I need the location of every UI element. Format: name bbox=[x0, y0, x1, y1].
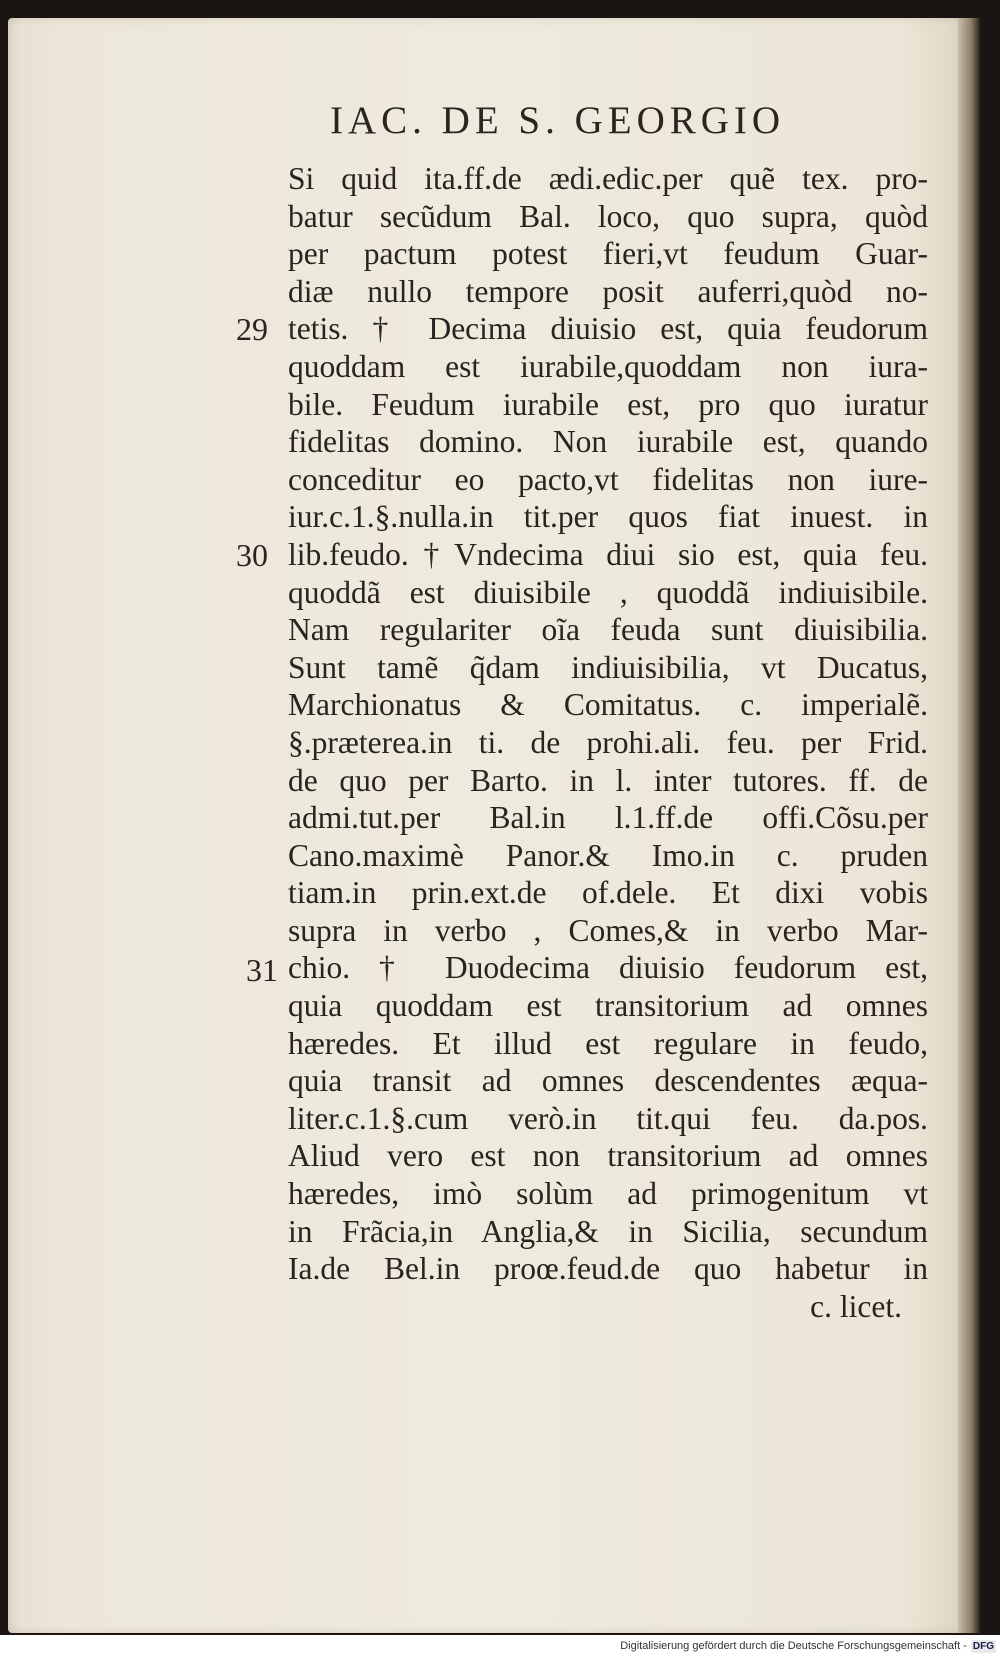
text-line: tetis. † Decima diuisio est, quia feudorum bbox=[288, 311, 928, 347]
catchword: c. licet. bbox=[810, 1288, 902, 1324]
text-line: quia transit ad omnes descendentes æqua- bbox=[288, 1063, 928, 1099]
text-line: §.præterea.in ti. de prohi.ali. feu. per Frid. bbox=[288, 724, 928, 760]
text-line: Marchionatus & Comitatus. c. imperialẽ. bbox=[288, 687, 928, 723]
text-line: hæredes. Et illud est regulare in feudo, bbox=[288, 1025, 928, 1061]
digitization-credit bbox=[620, 1637, 996, 1655]
text-line: conceditur eo pacto,vt fidelitas non iure- bbox=[288, 461, 928, 497]
margin-number-31: 31 bbox=[246, 952, 278, 988]
text-line: Nam regulariter oĩa feuda sunt diuisibilia. bbox=[288, 612, 928, 648]
text-line: tiam.in prin.ext.de of.dele. Et dixi vobis bbox=[288, 875, 928, 911]
text-line: Aliud vero est non transitorium ad omnes bbox=[288, 1138, 928, 1174]
text-line: quoddã est diuisibile , quoddã indiuisibile. bbox=[288, 574, 928, 610]
text-line: Ia.de Bel.in proœ.feud.de quo habetur in bbox=[288, 1251, 928, 1287]
credit-text: Digitalisierung gefördert durch die Deutsche Forschungsgemeinschaft - bbox=[620, 1640, 967, 1652]
page-edge-shadow bbox=[958, 18, 980, 1633]
text-line: Si quid ita.ff.de ædi.edic.per quẽ tex. pro- bbox=[288, 161, 928, 196]
text-line: Sunt tamẽ q̃dam indiuisibilia, vt Ducatus, bbox=[288, 649, 928, 685]
text-line: fidelitas domino. Non iurabile est, quando bbox=[288, 424, 928, 460]
text-line: iur.c.1.§.nulla.in tit.per quos fiat inuest. in bbox=[288, 499, 928, 535]
dfg-logo: DFG bbox=[972, 1640, 994, 1652]
text-line: liter.c.1.§.cum verò.in tit.qui feu. da.pos. bbox=[288, 1100, 928, 1136]
text-line: diæ nullo tempore posit auferri,quòd no- bbox=[288, 273, 928, 309]
text-line: per pactum potest fieri,vt feudum Guar- bbox=[288, 236, 928, 272]
text-line: lib.feudo.†Vndecima diui sio est, quia feu. bbox=[288, 536, 928, 572]
text-line: supra in verbo , Comes,& in verbo Mar- bbox=[288, 912, 928, 948]
text-line: Cano.maximè Panor.& Imo.in c. pruden bbox=[288, 837, 928, 873]
text-line: quia quoddam est transitorium ad omnes bbox=[288, 988, 928, 1024]
text-line: bile. Feudum iurabile est, pro quo iuratur bbox=[288, 386, 928, 422]
text-line: batur secũdum Bal. loco, quo supra, quòd bbox=[288, 198, 928, 234]
margin-number-30: 30 bbox=[236, 537, 268, 573]
text-line: in Frãcia,in Anglia,& in Sicilia, secundum bbox=[288, 1213, 928, 1249]
running-head: IAC. DE S. GEORGIO bbox=[330, 99, 786, 142]
text-line: hæredes, imò solùm ad primogenitum vt bbox=[288, 1176, 928, 1212]
text-line: admi.tut.per Bal.in l.1.ff.de offi.Cõsu.per bbox=[288, 800, 928, 836]
text-line: quoddam est iurabile,quoddam non iura- bbox=[288, 348, 928, 384]
text-line: de quo per Barto. in l. inter tutores. ff. de bbox=[288, 762, 928, 798]
margin-number-29: 29 bbox=[236, 311, 268, 347]
body-text bbox=[288, 160, 928, 1325]
text-line: chio. † Duodecima diuisio feudorum est, bbox=[288, 950, 928, 986]
